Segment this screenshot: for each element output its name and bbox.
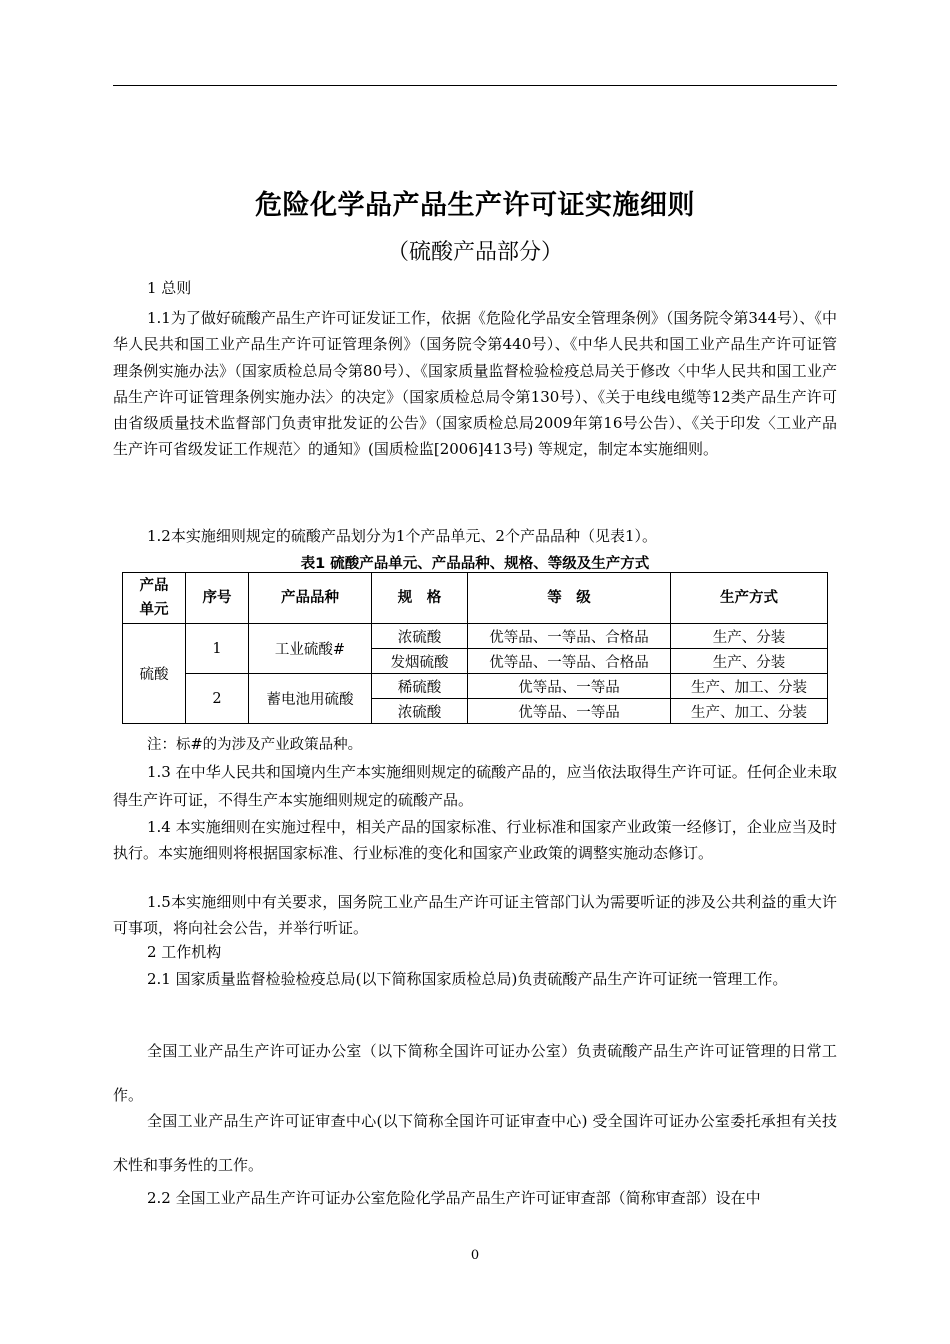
paragraph-2-2: 2.2 全国工业产品生产许可证办公室危险化学品产品生产许可证审查部（简称审查部）设在中 [147, 1189, 761, 1207]
paragraph-2-1: 2.1 国家质量监督检验检疫总局(以下简称国家质检总局)负责硫酸产品生产许可证统一管理工作。 [147, 970, 788, 988]
paragraph-1-4: 1.4 本实施细则在实施过程中，相关产品的国家标准、行业标准和国家产业政策一经修订，企业应当及时执行。本实施细则将根据国家标准、行业标准的变化和国家产业政策的调整实施动态修订。 [113, 818, 837, 863]
table-row [123, 624, 828, 649]
cell-grade: 优等品、一等品、合格品 [468, 649, 671, 674]
cell-spec: 浓硫酸 [372, 624, 468, 649]
paragraph-1-2: 1.2本实施细则规定的硫酸产品划分为1个产品单元、2个产品品种（见表1）。 [147, 527, 657, 545]
cell-spec: 发烟硫酸 [372, 649, 468, 674]
table-note: 注：标#的为涉及产业政策品种。 [147, 737, 363, 753]
cell-variety: 工业硫酸# [249, 624, 372, 674]
cell-grade: 优等品、一等品、合格品 [468, 624, 671, 649]
document-subtitle: （硫酸产品部分） [386, 240, 563, 265]
cell-method: 生产、加工、分装 [671, 674, 828, 699]
header-product-unit: 产品 单元 [123, 573, 186, 624]
cell-unit: 硫酸 [123, 624, 186, 724]
paragraph-1-1: 1.1为了做好硫酸产品生产许可证发证工作，依据《危险化学品安全管理条例》（国务院令第344号）、《中华人民共和国工业产品生产许可证管理条例》（国务院令第440号）、《中华人民共和国工业产品生产许可证管理条例实施办法》（国家质检总局令第80号）、《国家质量监督检验检疫总局关于修改〈中华人民共和国工业产品生产许可证管理条例实施办法〉的决定》（国家质检总局令第130号）、《关于电线电缆等12类产品生产许可由省级质量技术监督部门负责审批发证的公告》（国家质检总局2009年第16号公告）、《关于印发〈工业产品生产许可省级发证工作规范〉的通知》(国质检监[2006]413号) 等规定，制定本实施细则。 [113, 309, 837, 459]
page-number: 0 [470, 1248, 480, 1263]
table-caption: 表1 硫酸产品单元、产品品种、规格、等级及生产方式 [300, 556, 650, 572]
cell-grade: 优等品、一等品 [468, 674, 671, 699]
cell-variety: 蓄电池用硫酸 [249, 674, 372, 724]
paragraph-2-1-center: 全国工业产品生产许可证审查中心(以下简称全国许可证审查中心) 受全国许可证办公室委托承担有关技术性和事务性的工作。 [113, 1112, 837, 1174]
cell-spec: 稀硫酸 [372, 674, 468, 699]
header-seq: 序号 [186, 573, 249, 624]
header-grade: 等 级 [468, 573, 671, 624]
document-title: 危险化学品产品生产许可证实施细则 [255, 190, 695, 221]
table-row [123, 674, 828, 699]
cell-grade: 优等品、一等品 [468, 699, 671, 724]
cell-seq: 2 [186, 674, 249, 724]
header-rule [113, 85, 837, 86]
cell-spec: 浓硫酸 [372, 699, 468, 724]
paragraph-2-1-office: 全国工业产品生产许可证办公室（以下简称全国许可证办公室）负责硫酸产品生产许可证管理的日常工作。 [113, 1042, 837, 1104]
header-variety: 产品品种 [249, 573, 372, 624]
cell-method: 生产、分装 [671, 649, 828, 674]
cell-method: 生产、加工、分装 [671, 699, 828, 724]
header-spec: 规 格 [372, 573, 468, 624]
product-table [122, 572, 828, 724]
section-1-heading: 1 总则 [147, 279, 192, 297]
header-method: 生产方式 [671, 573, 828, 624]
paragraph-1-5: 1.5本实施细则中有关要求，国务院工业产品生产许可证主管部门认为需要听证的涉及公共利益的重大许可事项，将向社会公告，并举行听证。 [113, 893, 837, 938]
table-header-row [123, 573, 828, 624]
paragraph-1-3: 1.3 在中华人民共和国境内生产本实施细则规定的硫酸产品的，应当依法取得生产许可证。任何企业未取得生产许可证，不得生产本实施细则规定的硫酸产品。 [113, 763, 837, 809]
section-2-heading: 2 工作机构 [147, 943, 222, 961]
cell-method: 生产、分装 [671, 624, 828, 649]
cell-seq: 1 [186, 624, 249, 674]
